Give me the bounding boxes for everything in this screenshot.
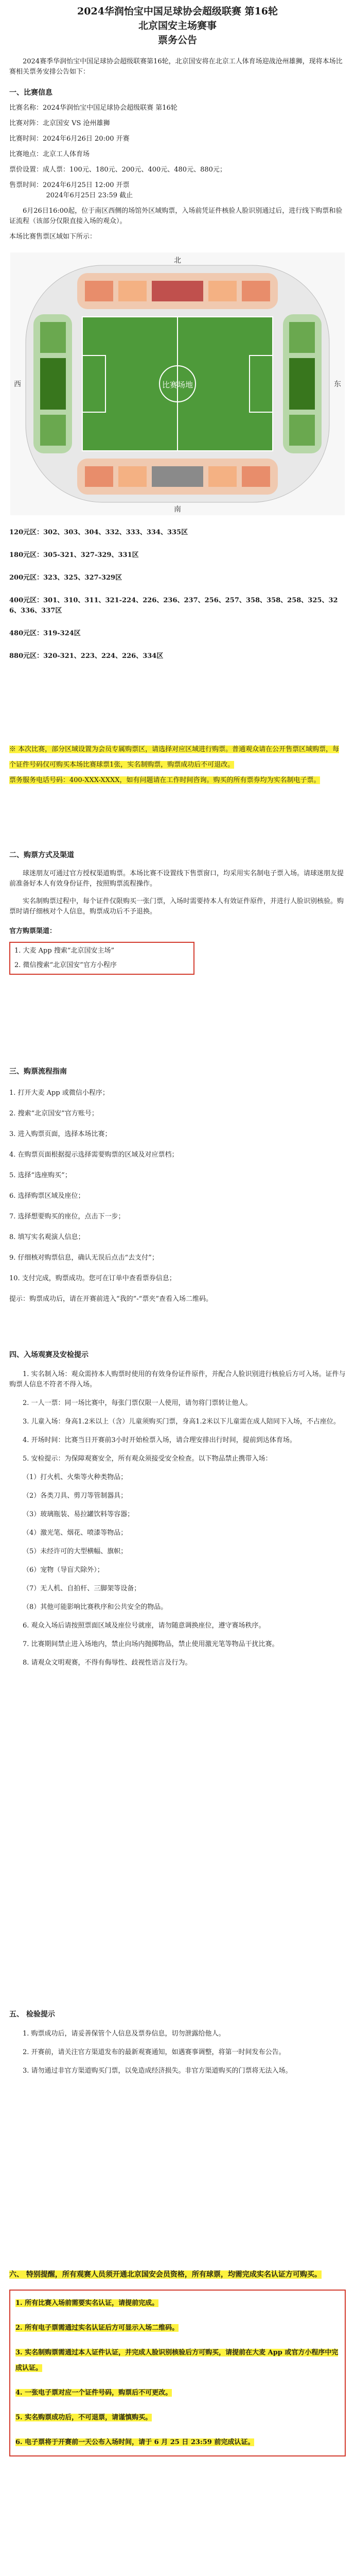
section-heading: 一、比赛信息 [9, 89, 52, 97]
reminder-item: 4. 一张电子票对应一个证件号码，购票后不可更改。 [15, 2389, 172, 2397]
reminder-item: 6. 电子票将于开赛前一天公布入场时间，请于 6 月 25 日 23:59 前完成认证。 [15, 2438, 255, 2446]
channel-item: 1. 大麦 App 搜索“北京国安主场” [14, 947, 115, 955]
title-line-2: 北京国安主场赛事 [138, 20, 217, 31]
rule-item: 7. 比赛期间禁止进入场地内，禁止向场内抛掷物品，禁止使用激光笔等物品干扰比赛。 [23, 1640, 279, 1648]
title-line-1: 2024华润怡宝中国足球协会超级联赛 第16轮 [77, 6, 278, 17]
step-item: 8. 填写实名观演人信息； [9, 1233, 85, 1241]
reminder-item: 1. 所有比赛入场前需要实名认证，请提前完成。 [15, 2299, 159, 2307]
rule-item: 1. 实名制入场：观众需持本人购票时使用的有效身份证件原件，并配合人脸识别进行核验后方可入场。证件与购票人信息不符者不得入场。 [9, 1370, 346, 1388]
stadium-seating-map [10, 252, 345, 515]
rule-item: （4）激光笔、烟花、喷漆等物品； [23, 1529, 128, 1537]
section-purchase-flow [9, 1066, 346, 1304]
rule-item: 6. 观众入场后请按照票面区域及座位号就座，请勿随意调换座位，遵守赛场秩序。 [23, 1622, 265, 1630]
west-stand [33, 314, 72, 453]
rule-item: 5. 安检提示：为保障观赛安全，所有观众须接受安全检查。以下物品禁止携带入场： [23, 1455, 272, 1463]
channel-body: 球迷朋友可通过官方授权渠道购票。本场比赛不设置线下售票窗口，均采用实名制电子票入场。请球迷朋友提前准备好本人有效身份证件，按照购票流程操作。 [9, 870, 344, 888]
info-row: 票价设置：成人票：100元、180元、200元、400元、480元、880元； [9, 166, 226, 174]
step-tip: 提示：购票成功后，请在开赛前进入“我的”-“票夹”查看入场二维码。 [9, 1295, 212, 1303]
price-line: 880元区：320-321、223、224、226、334区 [9, 652, 164, 660]
section-special-reminder [9, 2267, 346, 2456]
highlight-text-extra: 票务服务电话号码：400-XXX-XXXX，如有问题请在工作时间咨询。购买的所有票券均为实名制电子票。 [9, 776, 321, 784]
east-stand [283, 314, 322, 453]
info-row: 比赛地点：北京工人体育场 [9, 150, 90, 158]
note-text: 6月26日16:00起，位于南区西侧的场馆外区域购票，入场前凭证件核验人脸识别通过后，进行线下购票和验证流程（该部分仅限直接入场的观众）。 [9, 207, 343, 225]
step-item: 3. 进入购票页面，选择本场比赛； [9, 1130, 112, 1138]
section-heading: 四、入场观赛及安检提示 [9, 1351, 88, 1359]
section-heading: 二、购票方式及渠道 [9, 851, 74, 859]
notice-title [0, 0, 355, 47]
channel-item: 2. 微信搜索“北京国安”官方小程序 [14, 961, 117, 969]
west-label: 西 [14, 380, 21, 388]
section-verification [9, 2009, 346, 2076]
section-heading: 六、 特别提醒，所有观赛人员须开通北京国安会员资格，所有球票，均需完成实名认证方可购买。 [9, 2270, 322, 2279]
reminder-item: 2. 所有电子票需通过实名认证后方可显示入场二维码。 [15, 2324, 179, 2332]
price-line: 180元区：305-321、327-329、331区 [9, 551, 139, 559]
channel-body-2: 实名制购票过程中，每个证件仅限购买一张门票，入场时需要持本人有效证件原件，并进行人脸识别核验。购票时请仔细核对个人信息，购票成功后不予退换。 [9, 897, 344, 916]
highlight-text: ※ 本次比赛，部分区域设置为会员专属购票区，请选择对应区域进行购票。普通观众请在公开售票区域购票，每个证件号码仅可购买本场比赛球票1张，实名制购票，购票成功后不可退改。 [9, 745, 340, 769]
price-list [9, 520, 346, 662]
rule-item: （8）其他可能影响比赛秩序和公共安全的物品。 [23, 1603, 168, 1611]
verify-item: 2. 开赛前，请关注官方渠道发布的最新观赛通知，如遇赛事调整，将第一时间发布公告。 [23, 2048, 286, 2056]
rule-item: （6）宠物（导盲犬除外）； [23, 1566, 104, 1574]
reminder-item: 5. 实名购票成功后，不可退票，请谨慎购买。 [15, 2414, 152, 2421]
south-label: 南 [174, 505, 181, 514]
north-label: 北 [174, 257, 181, 265]
step-item: 10. 支付完成，购票成功。您可在订单中查看票券信息； [9, 1275, 176, 1282]
intro-section [9, 57, 346, 77]
price-line: 200元区：323、325、327-329区 [9, 574, 122, 582]
official-channels-box [9, 942, 194, 975]
rule-item: （1）打火机、火柴等火种类物品； [23, 1473, 128, 1481]
info-row: 售票时间：2024年6月25日 12:00 开票 [9, 181, 130, 189]
info-row: 2024年6月25日 23:59 截止 [46, 192, 133, 199]
north-stand [77, 273, 278, 309]
chart-label: 本场比赛售票区域如下所示： [9, 233, 97, 241]
section-match-info [9, 88, 346, 242]
section-heading: 三、购票流程指南 [9, 1067, 67, 1076]
official-channels-label: 官方购票渠道： [9, 927, 57, 935]
verify-item: 1. 购票成功后，请妥善保管个人信息及票券信息，切勿泄露给他人。 [23, 2030, 225, 2038]
rule-item: （2）各类刀具、剪刀等管制器具； [23, 1492, 128, 1500]
step-item: 7. 选择想要购买的座位，点击下一步； [9, 1213, 125, 1221]
price-line: 120元区：302、303、304、332、333、334、335区 [9, 529, 188, 536]
section-entry-security [9, 1350, 346, 1668]
rule-item: （3）玻璃瓶装、易拉罐饮料等容器； [23, 1511, 134, 1518]
verify-item: 3. 请勿通过非官方渠道购买门票，以免造成经济损失。非官方渠道购买的门票将无法入场。 [23, 2067, 292, 2075]
rule-item: 2. 一人一票：同一场比赛中，每张门票仅限一人使用，请勿将门票转让他人。 [23, 1399, 252, 1407]
pitch-label: 比赛场地 [162, 380, 193, 389]
info-row: 比赛名称：2024华润怡宝中国足球协会超级联赛 第16轮 [9, 104, 177, 112]
price-line: 480元区：319-324区 [9, 630, 81, 637]
rule-item: （7）无人机、自拍杆、三脚架等设备； [23, 1585, 141, 1592]
title-line-3: 票务公告 [157, 35, 197, 46]
price-line: 400元区：301、310、311、321-224、226、236、237、256、257、358、358、258、325、326、336、337区 [9, 597, 338, 615]
reminder-box [9, 2290, 346, 2456]
section-heading: 五、 检验提示 [9, 2010, 55, 2019]
step-item: 9. 仔细核对购票信息，确认无误后点击“去支付”； [9, 1254, 158, 1262]
info-row: 比赛时间：2024年6月26日 20:00 开赛 [9, 135, 130, 143]
rule-item: 4. 开场时间：比赛当日开赛前3小时开始检票入场，请合理安排出行时间，提前到达体育场。 [23, 1436, 296, 1444]
south-stand [77, 459, 278, 495]
rule-item: （5）未经许可的大型横幅、旗帜； [23, 1548, 128, 1555]
step-item: 2. 搜索“北京国安”官方账号； [9, 1110, 98, 1117]
info-row: 比赛对阵：北京国安 VS 沧州雄狮 [9, 120, 110, 127]
rule-item: 8. 请观众文明观赛，不得有侮辱性、歧视性语言及行为。 [23, 1659, 192, 1667]
step-item: 1. 打开大麦 App 或微信小程序； [9, 1089, 109, 1097]
reminder-item: 3. 实名制购票需通过本人证件认证，并完成人脸识别核验后方可购买，请提前在大麦 App 或官方小程序中完成认证。 [15, 2349, 339, 2372]
east-label: 东 [334, 380, 341, 388]
intro-text: 2024赛季华润怡宝中国足球协会超级联赛第16轮，北京国安将在北京工人体育场迎战沧州雄狮，现将本场比赛相关票务安排公告如下： [9, 58, 343, 76]
section-ticket-channels [9, 850, 346, 975]
step-item: 6. 选择购票区域及座位； [9, 1192, 85, 1200]
step-item: 4. 在购票页面根据提示选择需要购票的区域及对应票档； [9, 1151, 179, 1159]
step-item: 5. 选择“选座购买”； [9, 1172, 72, 1179]
rule-item: 3. 儿童入场：身高1.2米以上（含）儿童须购买门票，身高1.2米以下儿童需在成人陪同下入场，不占座位。 [23, 1418, 340, 1426]
highlight-note [9, 742, 346, 788]
